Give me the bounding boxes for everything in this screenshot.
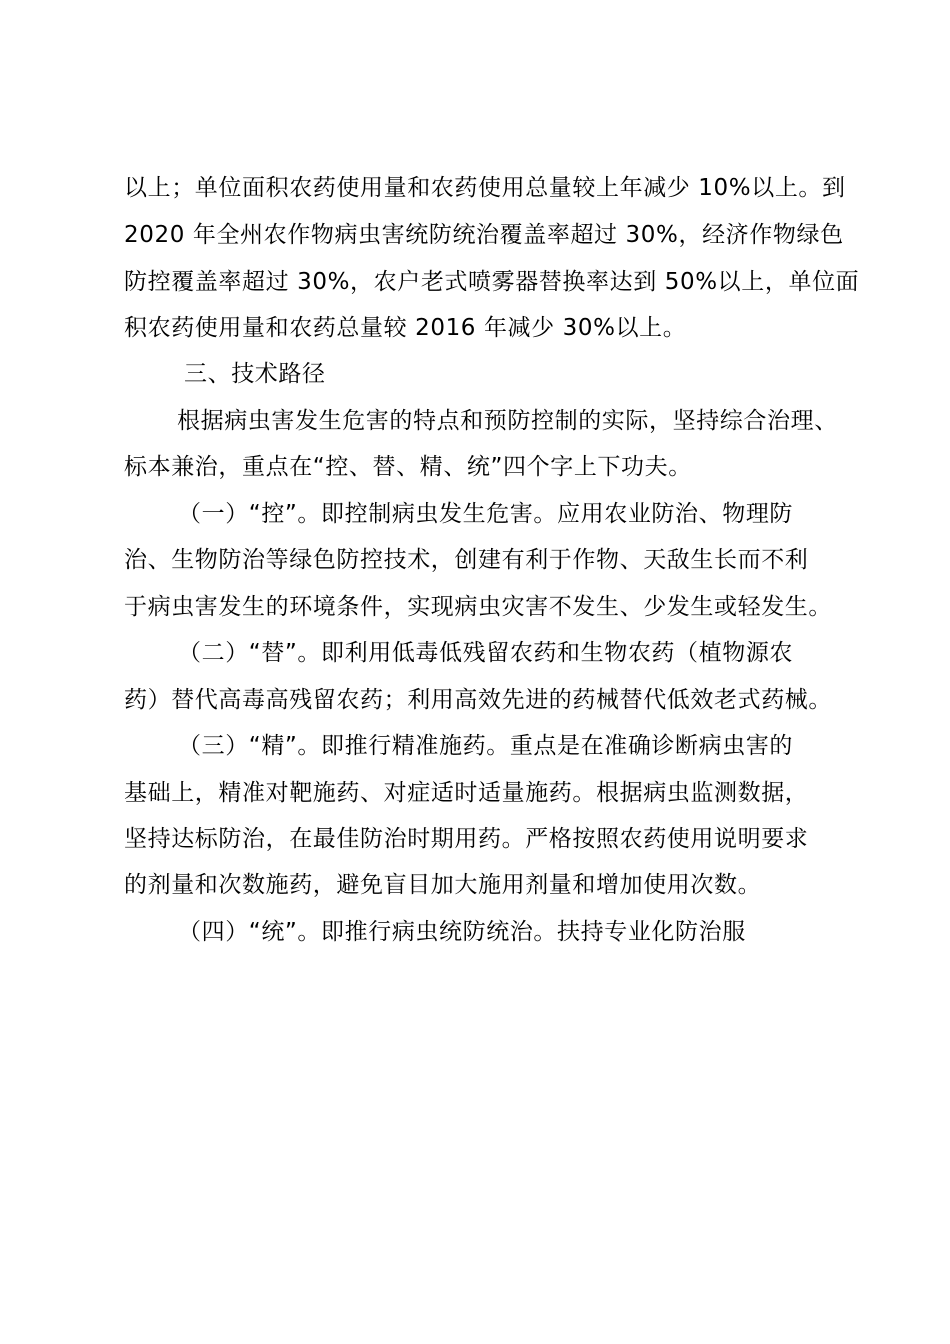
text-line: 防控覆盖率超过 30%，农户老式喷雾器替换率达到 50%以上，单位面 [124, 269, 860, 295]
text-line: 标本兼治，重点在“控、替、精、统”四个字上下功夫。 [124, 454, 692, 480]
text-line: 积农药使用量和农药总量较 2016 年减少 30%以上。 [124, 315, 687, 341]
text-line: 以上；单位面积农药使用量和农药使用总量较上年减少 10%以上。到 [124, 175, 846, 201]
text-line: 治、生物防治等绿色防控技术，创建有利于作物、天敌生长而不利 [124, 547, 809, 573]
text-line: 于病虫害发生的环境条件，实现病虫灾害不发生、少发生或轻发生。 [124, 594, 832, 620]
text-line: 根据病虫害发生危害的特点和预防控制的实际，坚持综合治理、 [177, 408, 838, 434]
text-line: （三）“精”。即推行精准施药。重点是在准确诊断病虫害的 [178, 733, 794, 759]
text-line: （二）“替”。即利用低毒低残留农药和生物农药（植物源农 [178, 640, 794, 666]
text-line: （一）“控”。即控制病虫发生危害。应用农业防治、物理防 [178, 501, 794, 527]
section-heading: 三、技术路径 [184, 361, 326, 387]
text-line: 2020 年全州农作物病虫害统防统治覆盖率超过 30%，经济作物绿色 [124, 222, 844, 248]
text-line: 基础上，精准对靶施药、对症适时适量施药。根据病虫监测数据， [124, 780, 809, 806]
text-line: 坚持达标防治，在最佳防治时期用药。严格按照农药使用说明要求 [124, 826, 809, 852]
text-line: （四）“统”。即推行病虫统防统治。扶持专业化防治服 [178, 919, 746, 945]
text-line: 的剂量和次数施药，避免盲目加大施用剂量和增加使用次数。 [124, 872, 762, 898]
text-line: 药）替代高毒高残留农药；利用高效先进的药械替代低效老式药械。 [124, 687, 832, 713]
